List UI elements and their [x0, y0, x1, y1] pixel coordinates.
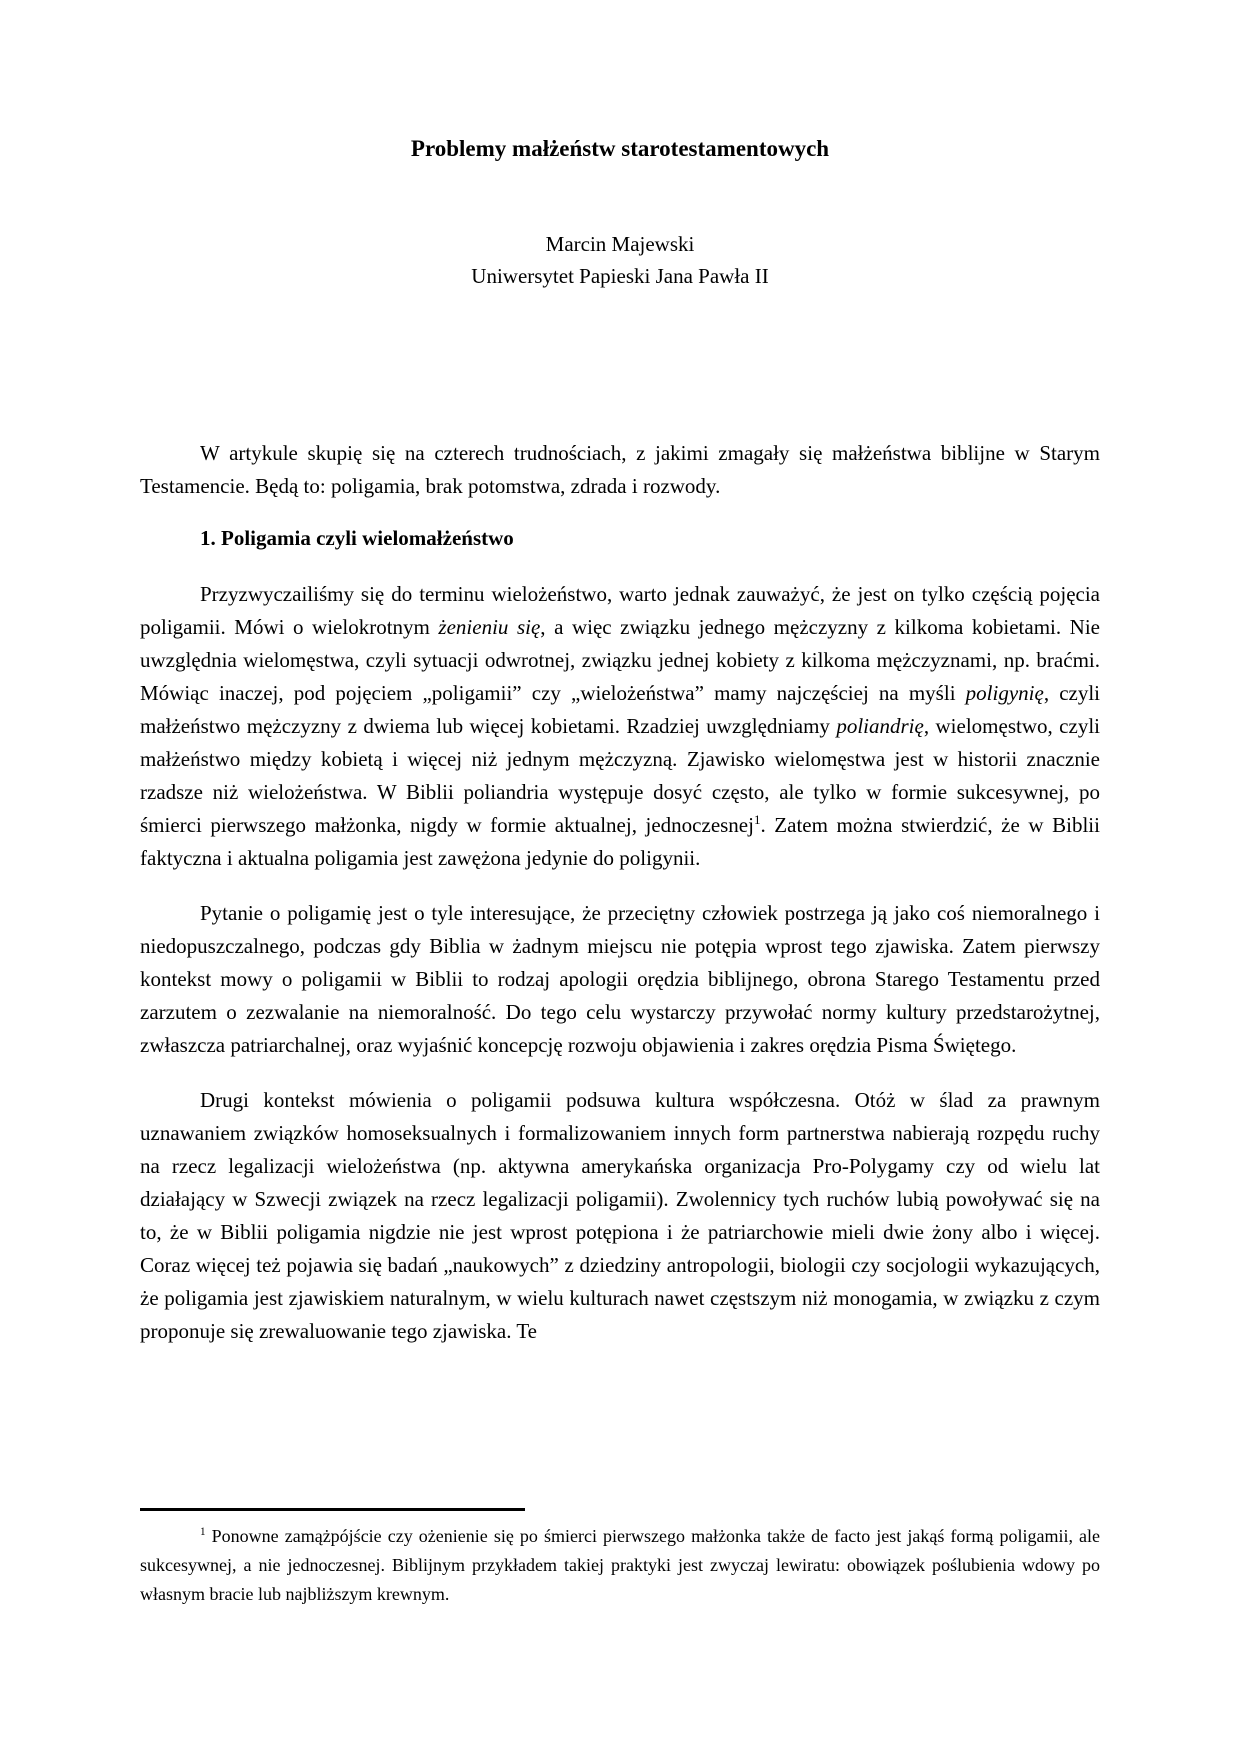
author-name: Marcin Majewski — [545, 232, 695, 256]
body-paragraph-modern-context: Drugi kontekst mówienia o poligamii podsuwa kultura współczesna. Otóż w ślad za prawnym uznawaniem związków homoseksualnych i formalizowaniem innych form partnerstwa nabierają rozpędu ruchy na rzecz legalizacji wielożeństwa (np. aktywna amerykańska organizacja Pro-Polygamy czy od wielu lat działający w Szwecji związek na rzecz legalizacji poligamii). Zwolennicy tych ruchów lubią powoływać się na to, że w Biblii poligamia nigdzie nie jest wprost potępiona i że patriarchowie mieli dwie żony albo i więcej. Coraz więcej też pojawia się badań „naukowych” z dziedziny antropologii, biologii czy socjologii wykazujących, że poligamia jest zjawiskiem naturalnym, w wielu kulturach nawet częstszym niż monogamia, w związku z czym proponuje się zrewaluowanie tego zjawiska. Te — [140, 1088, 1100, 1343]
section-heading: 1. Poligamia czyli wielomałżeństwo — [200, 526, 514, 550]
footnote-area — [140, 1508, 1100, 1609]
author-affiliation: Uniwersytet Papieski Jana Pawła II — [471, 264, 769, 288]
page-title: Problemy małżeństw starotestamentowych — [410, 136, 830, 161]
author-block — [140, 228, 1100, 292]
intro-paragraph: W artykule skupię się na czterech trudnościach, z jakimi zmagały się małżeństwa biblijne w Starym Testamencie. Będą to: poligamia, brak potomstwa, zdrada i rozwody. — [140, 441, 1100, 498]
body-paragraph-apology-context: Pytanie o poligamię jest o tyle interesujące, że przeciętny człowiek postrzega ją jako coś niemoralnego i niedopuszczalnego, podczas gdy Biblia w żadnym miejscu nie potępia wprost tego zjawiska. Zatem pierwszy kontekst mowy o poligamii w Biblii to rodzaj apologii orędzia biblijnego, obrona Starego Testamentu przed zarzutem o zezwalanie na niemoralność. Do tego celu wystarczy przywołać normy kultury przedstarożytnej, zwłaszcza patriarchalnej, oraz wyjaśnić koncepcję rozwoju objawienia i zakres orędzia Pisma Świętego. — [140, 901, 1100, 1057]
footnote-separator — [140, 1508, 525, 1511]
footnote-text: $^1$ Ponowne zamążpójście czy ożenienie się po śmierci pierwszego małżonka także de facto jest jakąś formą poligamii, ale sukcesywnej, a nie jednoczesnej. Biblijnym przykładem takiej praktyki jest zwyczaj lewiratu: obowiązek poślubienia wdowy po własnym bracie lub najbliższym krewnym. — [140, 1526, 1100, 1604]
body-paragraph-polygamy-definition: Przyzwyczailiśmy się do terminu wielożeństwo, warto jednak zauważyć, że jest on tylko częścią pojęcia poligamii. Mówi o wielokrotnym żenieniu się, a więc związku jednego mężczyzny z kilkoma kobietami. Nie uwzględnia wielomęstwa, czyli sytuacji odwrotnej, związku jednej kobiety z kilkoma mężczyznami, np. braćmi. Mówiąc inaczej, pod pojęciem „poligamii” czy „wielożeństwa” mamy najczęściej na myśli poligynię, czyli małżeństwo mężczyzny z dwiema lub więcej kobietami. Rzadziej uwzględniamy poliandrię, wielomęstwo, czyli małżeństwo między kobietą i więcej niż jednym mężczyzną. Zjawisko wielomęstwa jest w historii znacznie rzadsze niż wielożeństwa. W Biblii poliandria występuje dosyć często, ale tylko w formie sukcesywnej, po śmierci pierwszego małżonka, nigdy w formie aktualnej, jednoczesnej$^1$. Zatem można stwierdzić, że w Biblii faktyczna i aktualna poligamia jest zawężona jedynie do poligynii. — [140, 582, 1100, 870]
